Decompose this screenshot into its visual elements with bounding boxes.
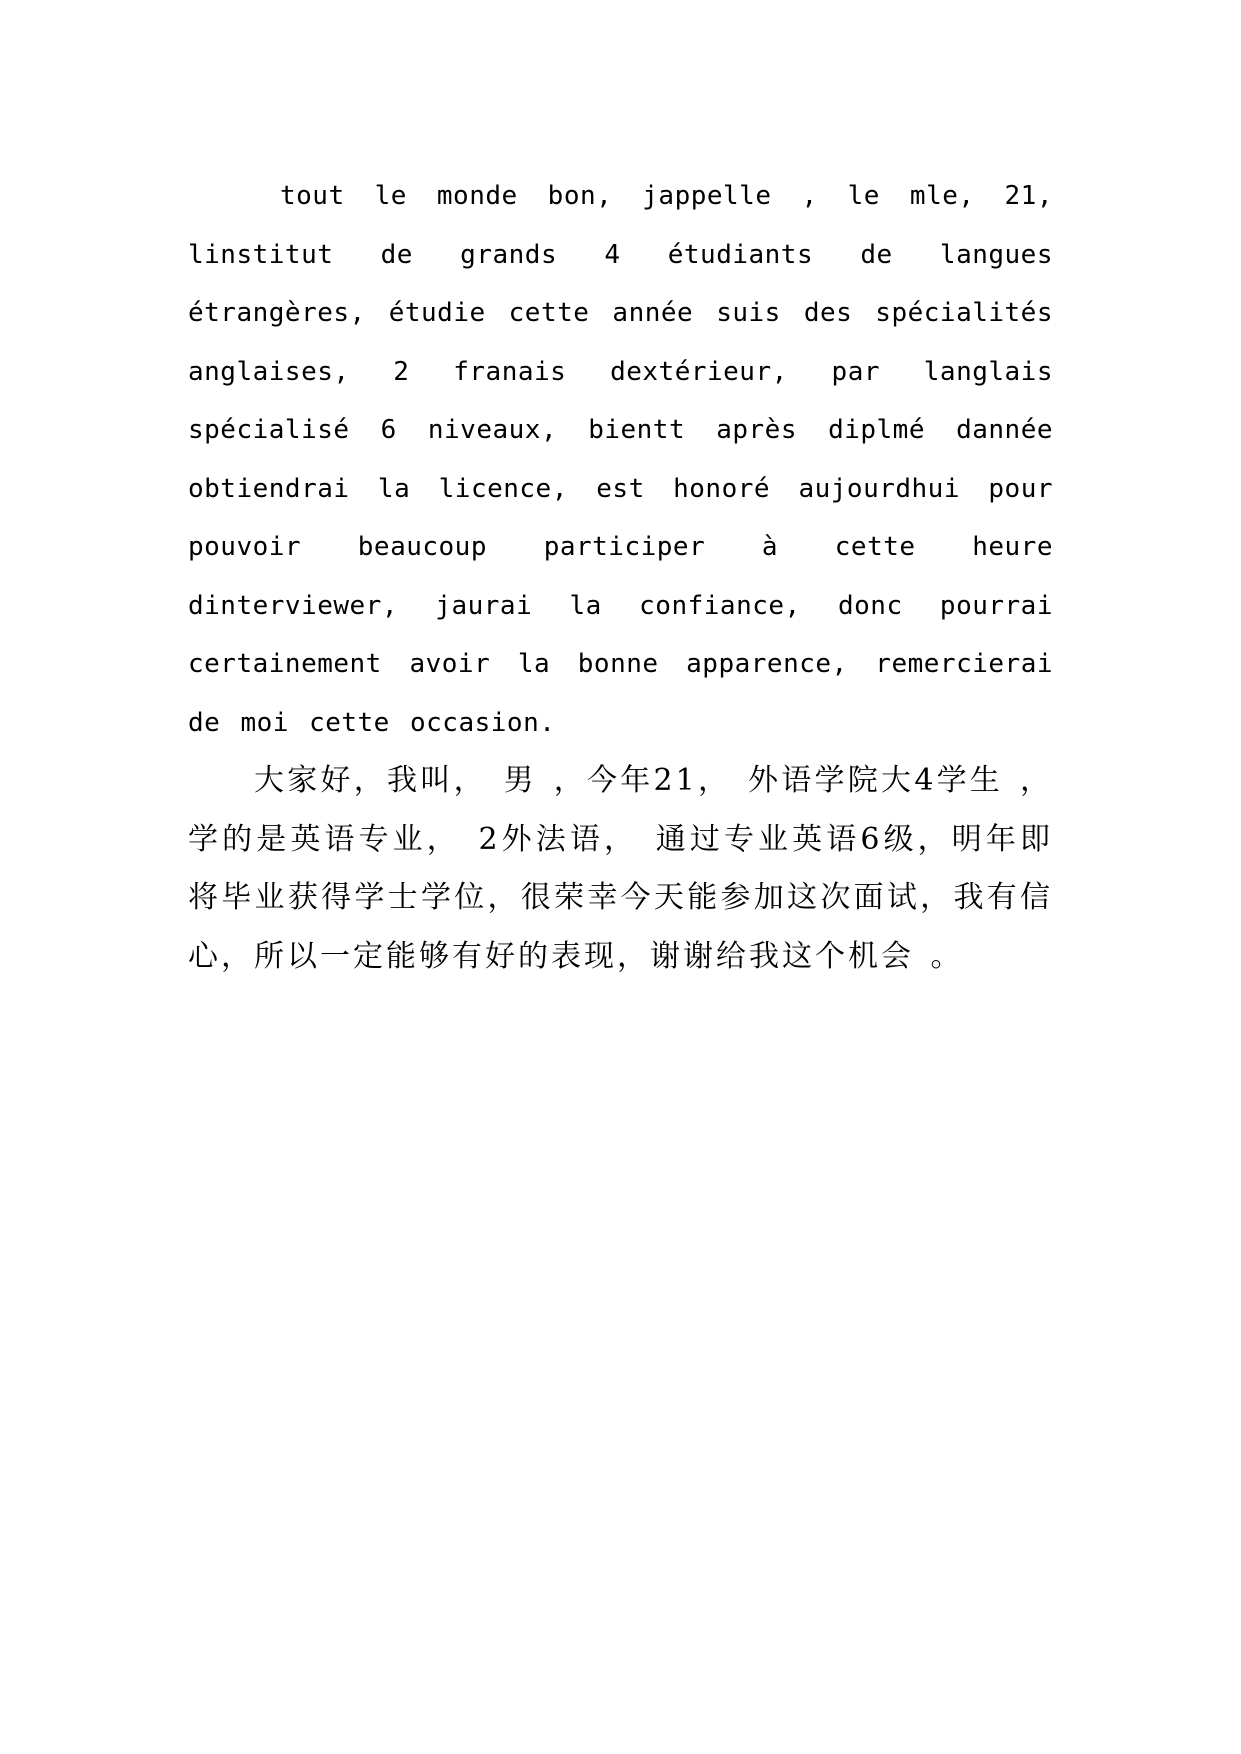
paragraph-chinese-self-introduction: 大家好，我叫， 男 ，今年21， 外语学院大4学生 ，学的是英语专业， 2外法语， 通过专业英语6级，明年即将毕业获得学士学位，很荣幸今天能参加这次面试，我有信心，所以一定能够有好的表现，谢谢给我这个机会 。	[188, 763, 1053, 974]
document-body	[188, 167, 1053, 986]
paragraph-french-self-introduction: tout le monde bon, jappelle , le mle, 21, linstitut de grands 4 étudiants de langues étrangères, étudie cette année suis des spécialités anglaises, 2 franais dextérieur, par langlais spécialisé 6 niveaux, bientt après diplmé dannée obtiendrai la licence, est honoré aujourdhui pour pouvoir beaucoup participer à cette heure dinterviewer, jaurai la confiance, donc pourrai certainement avoir la bonne apparence, remercierai de moi cette occasion.	[188, 181, 1053, 738]
